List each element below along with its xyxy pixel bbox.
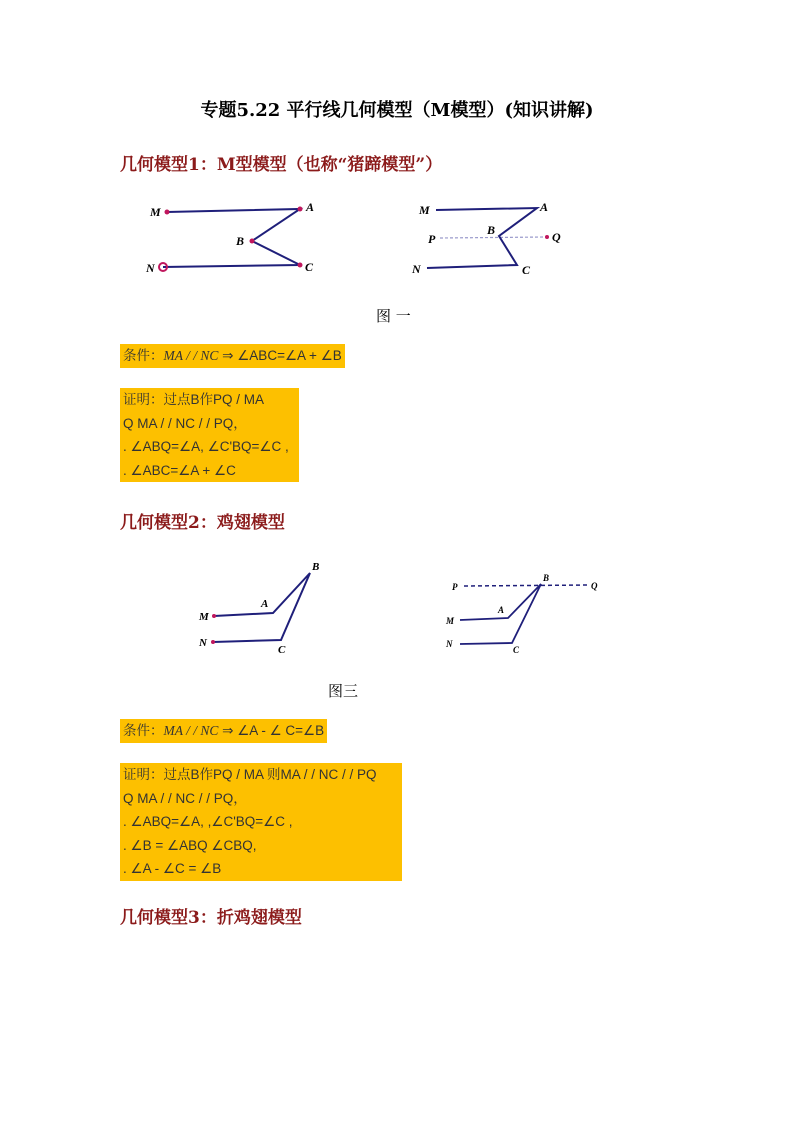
fig2-label-m: M: [419, 203, 430, 217]
section2-condition: [120, 719, 327, 743]
proof1-line: . ∠ABC=∠A + ∠C: [123, 462, 236, 478]
fig1-label-m: M: [150, 205, 161, 219]
fig4-label-c: C: [513, 645, 520, 655]
fig4-label-a: A: [498, 605, 505, 615]
condition2-label: 条件：: [123, 723, 164, 738]
fig2-label-a: A: [540, 200, 549, 214]
fig2-label-n: N: [412, 262, 421, 276]
fig2-label-b: B: [487, 223, 496, 237]
section1-heading: 几何模型1：M型模型（也称“猪蹄模型”）: [120, 155, 443, 175]
fig4-label-n: N: [446, 639, 453, 649]
proof2-line: Q MA / / NC / / PQ，: [123, 790, 247, 806]
fig4-label-p: P: [452, 582, 458, 592]
section1-proof: [120, 388, 299, 482]
condition1-result: ⇒ ∠ABC=∠A + ∠B: [218, 348, 342, 363]
fig2-label-p: P: [428, 232, 436, 246]
figure-1-caption: 图 一: [376, 307, 411, 325]
fig4-label-b: B: [543, 573, 550, 583]
section3-heading: 几何模型3：折鸡翅模型: [120, 908, 302, 928]
condition1-premise: MA / / NC: [163, 348, 219, 363]
fig1-label-c: C: [305, 260, 314, 274]
condition1-label: 条件：: [123, 348, 164, 363]
fig3-label-c: C: [278, 644, 286, 656]
fig1-label-n: N: [146, 261, 155, 275]
section1-condition: [120, 344, 345, 368]
section2-proof: [120, 763, 402, 881]
proof2-line: . ∠B = ∠ABQ ∠CBQ,: [123, 837, 257, 853]
section2-heading: 几何模型2：鸡翅模型: [120, 513, 285, 533]
proof2-line: . ∠A - ∠C = ∠B: [123, 861, 222, 876]
fig4-label-m: M: [446, 616, 455, 626]
fig2-label-q: Q: [552, 230, 561, 244]
fig2-label-c: C: [522, 263, 531, 277]
figure-3-caption: 图三: [328, 682, 359, 700]
fig3-label-b: B: [312, 561, 320, 573]
fig3-label-m: M: [199, 611, 209, 623]
condition2-premise: MA / / NC: [163, 723, 219, 738]
proof1-line: Q MA / / NC / / PQ，: [123, 415, 247, 431]
fig4-label-q: Q: [591, 581, 598, 591]
fig3-label-a: A: [261, 598, 269, 610]
proof2-line: . ∠ABQ=∠A, ,∠C'BQ=∠C ,: [123, 814, 293, 829]
condition2-result: ⇒ ∠A - ∠ C=∠B: [218, 723, 325, 738]
fig1-label-a: A: [306, 200, 315, 214]
proof1-line: . ∠ABQ=∠A, ∠C'BQ=∠C ,: [123, 439, 289, 454]
proof2-line: 证明：过点B作PQ / MA 则MA / / NC / / PQ: [123, 767, 377, 782]
proof1-line: 证明：过点B作PQ / MA: [123, 392, 265, 407]
fig1-label-b: B: [236, 234, 245, 248]
fig3-label-n: N: [199, 637, 207, 649]
page-title: 专题5.22 平行线几何模型（M模型）(知识讲解): [200, 100, 594, 121]
